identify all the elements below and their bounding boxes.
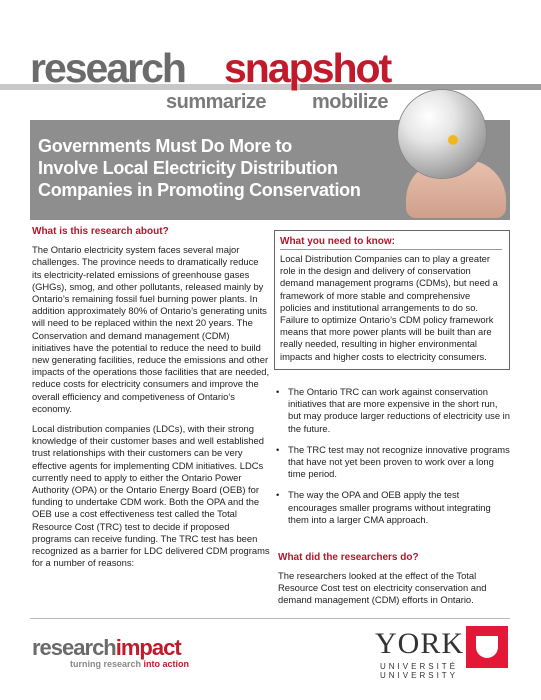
york-logo-wordmark: YORK xyxy=(375,627,465,660)
section-heading-methods: What did the researchers do? xyxy=(278,552,419,563)
masthead-research: research xyxy=(30,45,185,91)
bullet-icon: • xyxy=(276,386,280,397)
masthead-summarize: summarize xyxy=(166,91,266,113)
bullet-text: The Ontario TRC can work against conservation initiatives that are more expensive in the short run, but may produce larger reductions of electricity use in the future. xyxy=(288,386,510,434)
page-title-line: Governments Must Do More to xyxy=(38,136,292,156)
logo-research: research xyxy=(32,635,116,660)
list-item xyxy=(274,489,510,526)
research-impact-logo xyxy=(32,635,181,661)
page-title-line: Companies in Promoting Conservation xyxy=(38,180,361,200)
bullet-icon: • xyxy=(276,443,280,455)
tagline-part: turning research xyxy=(70,659,142,669)
globe-highlight xyxy=(448,135,458,145)
york-logo-subtitle xyxy=(380,662,458,680)
york-universite: UNIVERSITÉ xyxy=(380,662,459,671)
footer-rule xyxy=(30,618,510,619)
section-heading-research: What is this research about? xyxy=(32,226,169,237)
masthead-mobilize: mobilize xyxy=(312,91,389,113)
tagline-part: into action xyxy=(143,659,190,669)
masthead-snapshot: snapshot xyxy=(224,45,391,91)
page-title-line: Involve Local Electricity Distribution xyxy=(38,158,338,178)
trc-bullet-list xyxy=(274,386,510,535)
list-item xyxy=(274,444,510,481)
bullet-text: The way the OPA and OEB apply the test encourages smaller programs without integrating them into a larger CMA approach. xyxy=(288,489,491,525)
key-points-rule xyxy=(280,249,502,250)
list-item xyxy=(274,386,510,435)
key-points-heading: What you need to know: xyxy=(280,236,395,247)
globe-image xyxy=(398,90,486,178)
research-impact-tagline xyxy=(70,659,189,669)
york-u-icon xyxy=(466,626,508,668)
paragraph-challenges: The Ontario electricity system faces several major challenges. The province needs to dramatically reduce its electricity-related emissions of greenhouse gases (GHGs), smog, and other pollutants, released mainly by Ontario’s remaining fossil fuel burning power plants. In addition approximately 80% of Ontario’s generating units will need to be replaced within the next 20 years. The Conservation and demand management (CDM) initiatives have the potential to reduce the need to build new generating facilities, reduce the emissions and other impacts of the operations those facilities that are needed, reduce costs for electricity consumers and improve the overall efficiency and competiveness of Ontario’s economy. xyxy=(32,244,270,414)
left-column xyxy=(32,226,270,577)
logo-impact: impact xyxy=(115,635,181,660)
york-university: UNIVERSITY xyxy=(380,671,459,680)
page-title xyxy=(38,135,398,201)
paragraph-methods: The researchers looked at the effect of the Total Resource Cost test on electricity conservation and demand management (CDM) efforts in Ontario. xyxy=(278,570,487,606)
bullet-icon: • xyxy=(276,489,280,501)
key-points-text: Local Distribution Companies can to play a greater role in the design and delivery of conservation demand management programs (CDMs), but need a framework of more stable and comprehensive policies and institutional arrangements to do so. Failure to optimize Ontario’s CDM policy framework means that more power plants will be built than are really needed, resulting in higher environmental impacts and higher costs to electricity consumers. xyxy=(280,253,498,362)
bullet-text: The TRC test may not recognize innovative programs that have not yet been proven to work over a long time period. xyxy=(288,443,510,480)
paragraph-ldcs: Local distribution companies (LDCs), with their strong knowledge of their customer bases and well established trust relationships with their customers can be very effective agents for implementing CDM initiatives. LDCs currently need to apply to either the Ontario Power Authority (OPA) or the Ontario Energy Board (OEB) for funding to undertake CDM work. Both the OPA and the OEB use a cost effectiveness test called the Total Resource Cost (TRC) test to decide if proposed programs can receive funding. The TRC test has been recognized as a barrier for LDC delivered CDM programs for a number of reasons: xyxy=(32,423,270,569)
